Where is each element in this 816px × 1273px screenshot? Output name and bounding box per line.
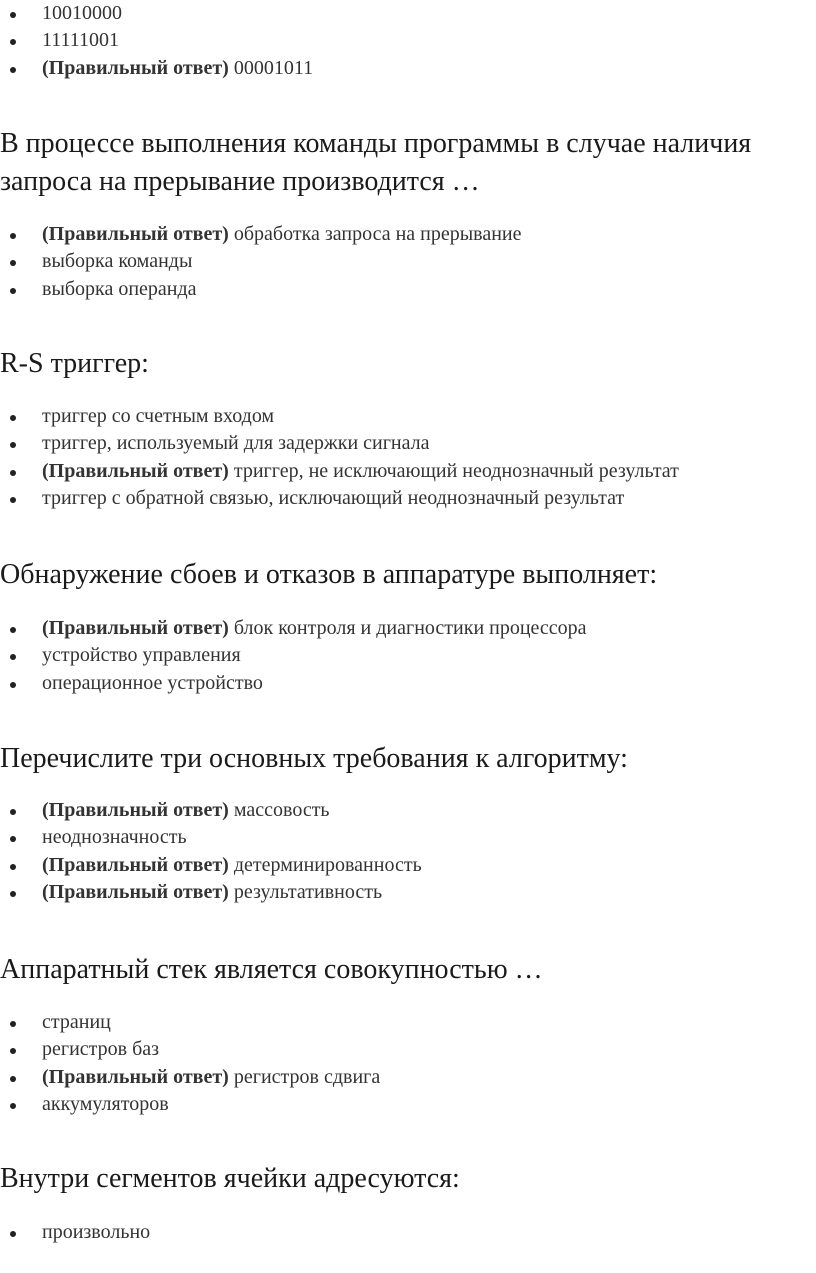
list-item xyxy=(0,824,816,851)
options-block xyxy=(0,797,816,906)
question-text: Аппаратный стек является совокупностью … xyxy=(0,954,543,985)
list-item xyxy=(0,485,816,512)
list-item xyxy=(0,276,816,303)
bullet-icon xyxy=(10,864,16,870)
option-text: выборка команды xyxy=(42,250,193,273)
option-text: триггер с обратной связью, исключающий неоднозначный результат xyxy=(42,486,625,509)
bullet-icon xyxy=(10,891,16,897)
options-block xyxy=(0,1219,816,1246)
list-item xyxy=(0,670,816,697)
correct-answer-mark: (Правильный ответ) xyxy=(42,1065,229,1088)
list-item xyxy=(0,1091,816,1118)
options-block xyxy=(0,615,816,697)
bullet-icon xyxy=(10,1231,16,1237)
option-list xyxy=(0,615,816,697)
option-text: неоднозначность xyxy=(42,826,187,849)
option-text: обработка запроса на прерывание xyxy=(233,223,522,245)
bullet-icon xyxy=(10,627,16,633)
list-item xyxy=(0,27,816,54)
option-text: аккумуляторов xyxy=(42,1092,169,1115)
option-text: детерминированность xyxy=(233,853,422,876)
list-item xyxy=(0,1219,816,1246)
bullet-icon xyxy=(10,12,16,18)
list-item xyxy=(0,0,816,27)
question-text: Внутри сегментов ячейки адресуются: xyxy=(0,1163,460,1194)
bullet-icon xyxy=(10,288,16,294)
list-item xyxy=(0,797,816,824)
list-item xyxy=(0,221,816,248)
correct-answer-mark: (Правильный ответ) xyxy=(42,617,229,639)
list-item xyxy=(0,615,816,642)
option-text: регистров сдвига xyxy=(233,1065,381,1088)
question-block xyxy=(0,556,816,594)
bullet-icon xyxy=(10,442,16,448)
bullet-icon xyxy=(10,260,16,266)
option-text: 11111001 xyxy=(42,29,120,52)
options-block xyxy=(0,221,816,303)
question-block xyxy=(0,345,816,383)
bullet-icon xyxy=(10,415,16,421)
correct-answer-mark: (Правильный ответ) xyxy=(42,799,229,821)
bullet-icon xyxy=(10,682,16,688)
list-item xyxy=(0,403,816,430)
question-block xyxy=(0,125,816,201)
options-block xyxy=(0,403,816,512)
question-text: R-S триггер: xyxy=(0,348,149,379)
question-block xyxy=(0,951,816,989)
list-item xyxy=(0,1064,816,1091)
list-item xyxy=(0,430,816,457)
option-list xyxy=(0,221,816,303)
bullet-icon xyxy=(10,1048,16,1054)
option-text: 10010000 xyxy=(42,2,122,24)
question-text: Перечислите три основных требования к алгоритму: xyxy=(0,743,628,774)
bullet-icon xyxy=(10,470,16,476)
option-list xyxy=(0,797,816,906)
list-item xyxy=(0,642,816,669)
bullet-icon xyxy=(10,233,16,239)
bullet-icon xyxy=(10,809,16,815)
bullet-icon xyxy=(10,67,16,73)
correct-answer-mark: (Правильный ответ) xyxy=(42,853,229,876)
option-list xyxy=(0,403,816,512)
list-item xyxy=(0,852,816,879)
correct-answer-mark: (Правильный ответ) xyxy=(42,223,229,245)
bullet-icon xyxy=(10,1021,16,1027)
option-text: результативность xyxy=(233,880,383,903)
correct-answer-mark: (Правильный ответ) xyxy=(42,459,229,482)
option-list xyxy=(0,0,816,82)
bullet-icon xyxy=(10,836,16,842)
option-text: 00001011 xyxy=(233,56,314,79)
bullet-icon xyxy=(10,1076,16,1082)
option-text: устройство управления xyxy=(42,644,241,667)
bullet-icon xyxy=(10,39,16,45)
option-text: триггер, используемый для задержки сигнала xyxy=(42,432,430,455)
option-text: выборка операнда xyxy=(42,277,197,300)
bullet-icon xyxy=(10,654,16,660)
question-block xyxy=(0,740,816,778)
question-block xyxy=(0,1160,816,1198)
option-text: блок контроля и диагностики процессора xyxy=(233,617,587,639)
correct-answer-mark: (Правильный ответ) xyxy=(42,880,229,903)
list-item xyxy=(0,1036,816,1063)
option-text: регистров баз xyxy=(42,1038,160,1061)
option-text: страниц xyxy=(42,1011,111,1033)
option-text: триггер со счетным входом xyxy=(42,405,275,427)
bullet-icon xyxy=(10,1103,16,1109)
list-item xyxy=(0,879,816,906)
options-block xyxy=(0,1009,816,1118)
intro-options-block xyxy=(0,0,816,82)
correct-answer-mark: (Правильный ответ) xyxy=(42,56,229,79)
option-list xyxy=(0,1009,816,1118)
list-item xyxy=(0,1009,816,1036)
option-list xyxy=(0,1219,816,1246)
option-text: массовость xyxy=(233,799,330,821)
list-item xyxy=(0,458,816,485)
question-text: В процессе выполнения команды программы в случае наличия запроса на прерывание производится … xyxy=(0,128,752,197)
question-text: Обнаружение сбоев и отказов в аппаратуре выполняет: xyxy=(0,559,658,590)
bullet-icon xyxy=(10,497,16,503)
option-text: триггер, не исключающий неоднозначный результат xyxy=(233,459,679,482)
list-item xyxy=(0,55,816,82)
list-item xyxy=(0,248,816,275)
option-text: операционное устройство xyxy=(42,671,263,694)
option-text: произвольно xyxy=(42,1221,151,1243)
